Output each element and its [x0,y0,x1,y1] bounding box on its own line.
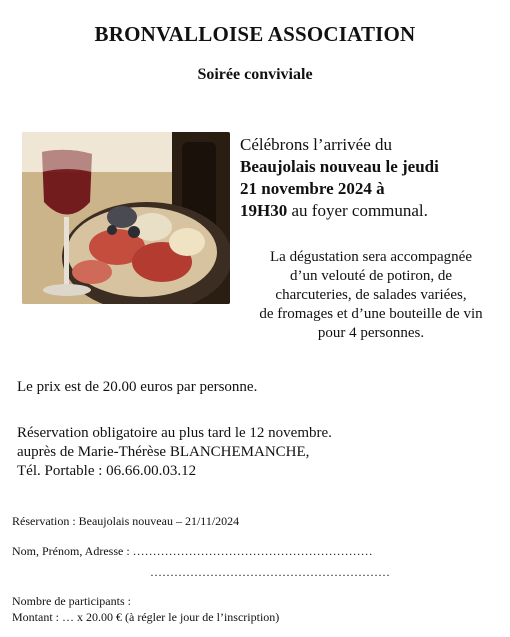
menu-line: La dégustation sera accompagnée [270,249,472,265]
form-participants-label: Nombre de participants : [12,594,131,608]
photo-illustration [22,132,230,304]
page-title: BRONVALLOISE ASSOCIATION [94,22,416,46]
charcuterie-wine-photo [22,132,230,304]
announcement-time: 19H30 [240,201,288,220]
announcement-time-place [240,200,500,222]
price-text: Le prix est de 20.00 euros par personne. [17,379,258,395]
announcement-date: 21 novembre 2024 à [240,179,385,198]
form-name-field[interactable]: …………………………………………………… [132,544,373,558]
menu-line: pour 4 personnes. [317,325,425,341]
reservation-contact: auprès de Marie-Thérèse BLANCHEMANCHE, [17,444,310,460]
form-name-label: Nom, Prénom, Adresse : [12,544,133,558]
event-announcement [240,134,500,222]
form-amount-label: Montant : … x 20.00 € (à régler le jour de l’inscription) [12,610,280,624]
form-name-row [12,544,373,559]
form-address-field[interactable]: …………………………………………………… [150,565,390,579]
announcement-line-bold: Beaujolais nouveau le jeudi [240,157,439,176]
menu-line: charcuteries, de salades variées, [275,287,467,303]
menu-line: de fromages et d’une bouteille de vin [259,306,483,322]
menu-description [236,248,506,343]
announcement-line: Célébrons l’arrivée du [240,135,392,154]
form-reservation-label: Réservation : Beaujolais nouveau – 21/11/2024 [12,514,240,528]
announcement-place: au foyer communal. [287,201,428,220]
reservation-line: Réservation obligatoire au plus tard le 12 novembre. [17,425,332,441]
page-subtitle: Soirée conviviale [197,66,313,83]
reservation-phone: Tél. Portable : 06.66.00.03.12 [17,463,197,479]
menu-line: d’un velouté de potiron, de [289,268,453,284]
